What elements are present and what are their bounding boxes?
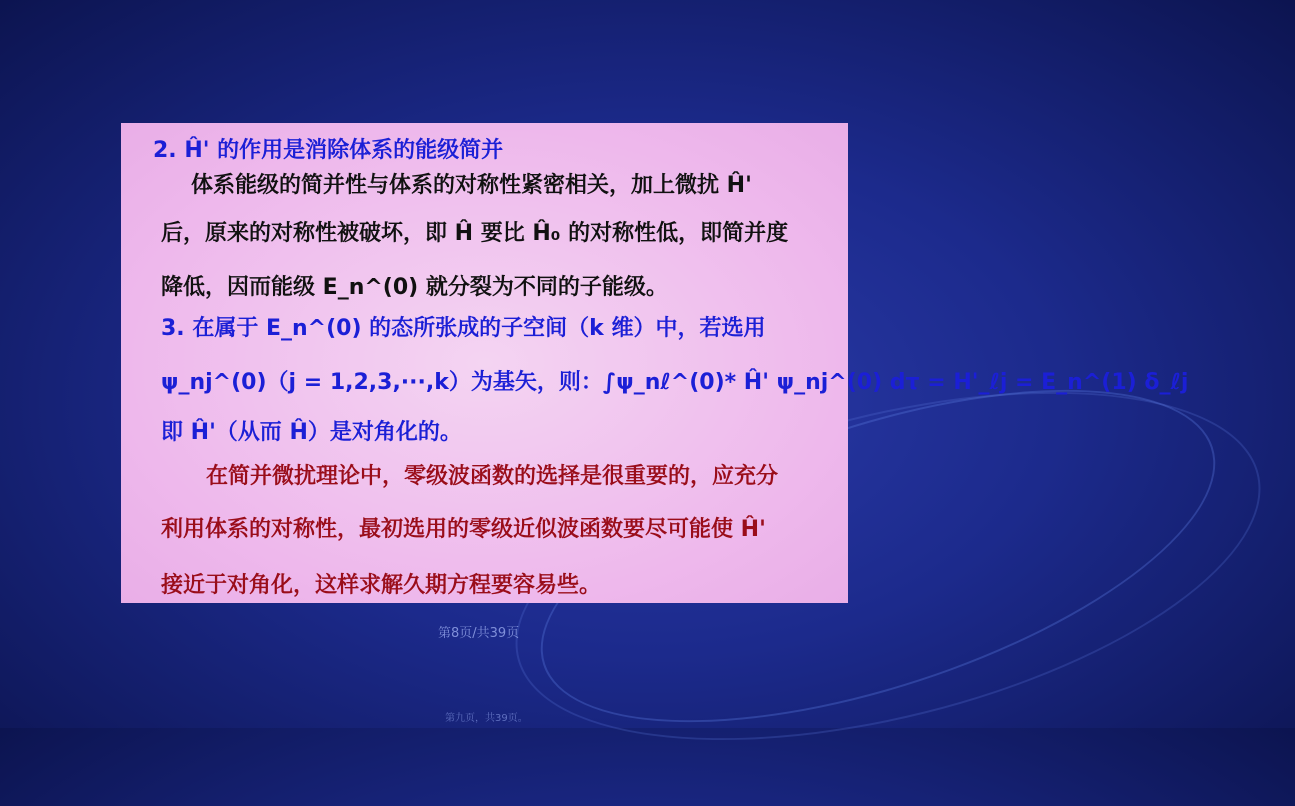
- slide-content-card: [121, 123, 1189, 603]
- formula-line: ψ_nj^(0)（j = 1,2,3,···,k）为基矢，则：∫ψ_nℓ^(0)* Ĥ' ψ_nj^(0) dτ = H'_ℓj = E_n^(1) δ_ℓj: [161, 370, 1189, 395]
- section-heading-2: 2. Ĥ' 的作用是消除体系的能级简并: [153, 138, 504, 163]
- remark-line: 在简并微扰理论中，零级波函数的选择是很重要的，应充分: [206, 464, 779, 489]
- remark-line: 利用体系的对称性，最初选用的零级近似波函数要尽可能使 Ĥ': [161, 517, 766, 542]
- remark-line: 接近于对角化，这样求解久期方程要容易些。: [161, 573, 602, 598]
- page-indicator: 第8页/共39页: [438, 626, 520, 641]
- section-heading-3: 3. 在属于 E_n^(0) 的态所张成的子空间（k 维）中，若选用: [161, 316, 766, 341]
- paragraph-line: 降低，因而能级 E_n^(0) 就分裂为不同的子能级。: [161, 275, 668, 300]
- paragraph-line: 体系能级的简并性与体系的对称性紧密相关，加上微扰 Ĥ': [191, 173, 752, 198]
- paragraph-line: 后，原来的对称性被破坏，即 Ĥ 要比 Ĥ₀ 的对称性低，即简并度: [161, 221, 789, 246]
- paragraph-line: 即 Ĥ'（从而 Ĥ）是对角化的。: [161, 420, 462, 445]
- page-footnote: 第九页，共39页。: [445, 713, 528, 724]
